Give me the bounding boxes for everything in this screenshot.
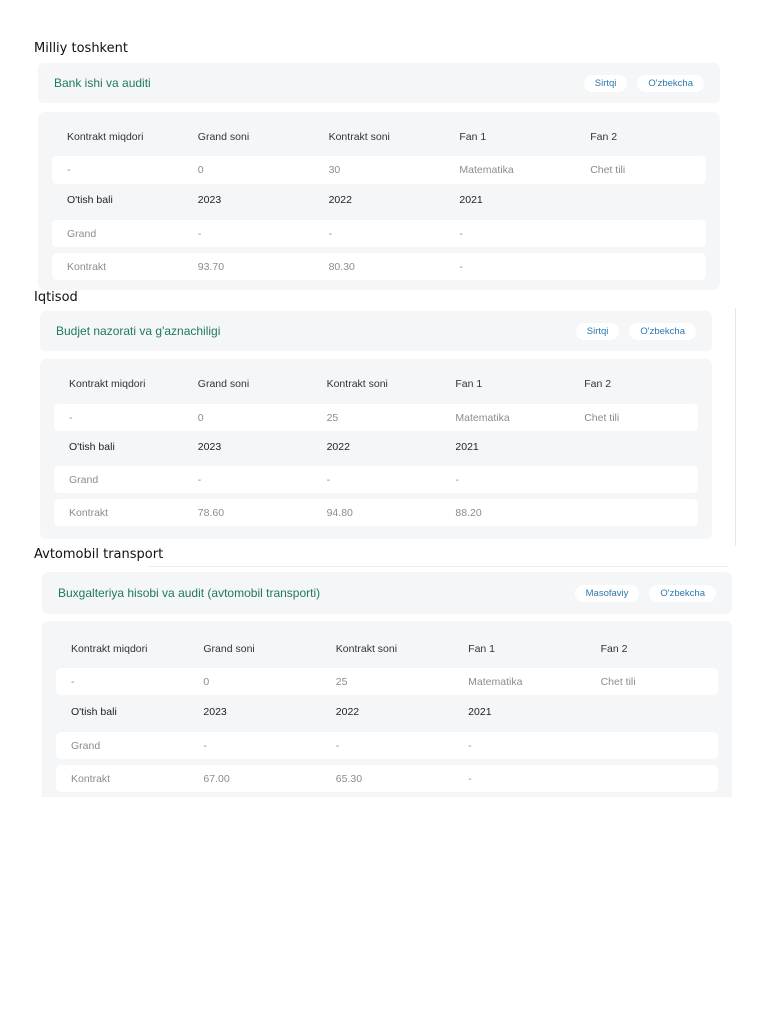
- year-2023: 2023: [203, 706, 227, 718]
- header-contract-count: Kontrakt soni: [326, 378, 388, 390]
- header-subject-2: Fan 2: [584, 378, 612, 390]
- header-grant-count: Grand soni: [197, 131, 250, 143]
- contract-score-row: [52, 253, 706, 280]
- admission-table: [38, 112, 720, 290]
- grant-label: Grand: [69, 473, 99, 486]
- header-grant-count: Grand soni: [203, 643, 255, 655]
- value-contract-count: 25: [335, 675, 348, 688]
- study-form-tag: Masofaviy: [575, 585, 640, 602]
- grant-score-row: [52, 220, 706, 247]
- contract-score-2023: 67.00: [203, 772, 230, 785]
- table-values-row: [54, 404, 698, 431]
- passing-score-label: O'tish bali: [67, 194, 113, 206]
- value-subject-1: Matematika: [455, 411, 510, 424]
- grant-score-2023: -: [197, 227, 202, 240]
- language-tag: O'zbekcha: [649, 585, 716, 602]
- year-2021: 2021: [459, 194, 483, 206]
- divider-line: [735, 308, 736, 546]
- contract-score-2022: 94.80: [326, 506, 353, 519]
- grant-score-2021: -: [468, 739, 472, 752]
- table-header-row: [54, 373, 698, 395]
- passing-score-label: O'tish bali: [71, 706, 117, 718]
- program-title[interactable]: Budjet nazorati va g'aznachiligi: [56, 324, 221, 338]
- header-subject-1: Fan 1: [459, 131, 487, 143]
- header-subject-1: Fan 1: [468, 643, 496, 655]
- grant-score-2021: -: [455, 473, 459, 486]
- grant-score-2023: -: [203, 739, 207, 752]
- grant-label: Grand: [67, 227, 97, 240]
- passing-score-header-row: [56, 700, 718, 724]
- header-subject-1: Fan 1: [455, 378, 483, 390]
- value-contract-amount: -: [71, 675, 75, 688]
- contract-score-2022: 80.30: [328, 260, 355, 273]
- header-contract-count: Kontrakt soni: [328, 131, 390, 143]
- study-form-tag: Sirtqi: [576, 323, 620, 340]
- contract-score-2021: -: [468, 772, 472, 785]
- header-contract-amount: Kontrakt miqdori: [67, 131, 144, 143]
- program-title[interactable]: Buxgalteriya hisobi va audit (avtomobil transporti): [58, 586, 321, 600]
- contract-label: Kontrakt: [67, 260, 107, 273]
- grant-score-2022: -: [326, 473, 331, 486]
- grant-score-2022: -: [335, 739, 340, 752]
- table-header-row: [52, 126, 706, 148]
- contract-label: Kontrakt: [69, 506, 109, 519]
- grant-score-row: [56, 732, 718, 759]
- program-tags: [575, 585, 716, 602]
- value-subject-2: Chet tili: [600, 675, 636, 688]
- contract-label: Kontrakt: [71, 772, 111, 785]
- program-title-bar[interactable]: [40, 311, 712, 351]
- passing-score-label: O'tish bali: [69, 441, 115, 453]
- year-2022: 2022: [335, 706, 360, 718]
- value-contract-count: 25: [326, 411, 339, 424]
- year-2021: 2021: [468, 706, 492, 718]
- header-subject-2: Fan 2: [590, 131, 618, 143]
- program-tags: [584, 75, 704, 92]
- table-values-row: [52, 156, 706, 184]
- header-contract-amount: Kontrakt miqdori: [69, 378, 146, 390]
- passing-score-header-row: [52, 188, 706, 212]
- grant-score-2023: -: [197, 473, 202, 486]
- study-form-tag: Sirtqi: [584, 75, 628, 92]
- contract-score-2022: 65.30: [335, 772, 363, 785]
- contract-score-row: [56, 765, 718, 792]
- contract-score-2021: -: [459, 260, 463, 273]
- table-header-row: [56, 638, 718, 660]
- header-subject-2: Fan 2: [600, 643, 628, 655]
- contract-score-row: [54, 499, 698, 526]
- header-contract-amount: Kontrakt miqdori: [71, 643, 148, 655]
- section-label-milliy-toshkent: Milliy toshkent: [34, 41, 128, 56]
- grant-score-row: [54, 466, 698, 493]
- value-subject-1: Matematika: [459, 164, 514, 176]
- value-subject-2: Chet tili: [590, 164, 626, 176]
- value-subject-1: Matematika: [468, 675, 523, 688]
- value-contract-count: 30: [328, 164, 341, 176]
- contract-score-2023: 93.70: [197, 260, 225, 273]
- year-2022: 2022: [328, 194, 352, 206]
- value-contract-amount: -: [69, 411, 73, 424]
- program-title[interactable]: Bank ishi va auditi: [54, 76, 151, 90]
- section-label-iqtisod: Iqtisod: [34, 290, 78, 305]
- value-grant-count: 0: [197, 411, 204, 424]
- value-contract-amount: -: [67, 164, 71, 176]
- value-grant-count: 0: [203, 675, 210, 688]
- program-title-bar[interactable]: [42, 572, 732, 614]
- year-2021: 2021: [455, 441, 479, 453]
- header-contract-count: Kontrakt soni: [335, 643, 398, 655]
- value-grant-count: 0: [197, 164, 204, 176]
- admission-table: [40, 359, 712, 539]
- contract-score-2021: 88.20: [455, 506, 482, 519]
- contract-score-2023: 78.60: [197, 506, 225, 519]
- grant-score-2021: -: [459, 227, 463, 240]
- table-values-row: [56, 668, 718, 695]
- section-label-avtomobil-transport: Avtomobil transport: [34, 547, 164, 562]
- grant-score-2022: -: [328, 227, 333, 240]
- year-2023: 2023: [197, 441, 222, 453]
- program-tags: [576, 323, 696, 340]
- passing-score-header-row: [54, 435, 698, 459]
- language-tag: O'zbekcha: [637, 75, 704, 92]
- year-2023: 2023: [197, 194, 222, 206]
- year-2022: 2022: [326, 441, 350, 453]
- language-tag: O'zbekcha: [629, 323, 696, 340]
- divider-line: [148, 566, 728, 567]
- program-title-bar[interactable]: [38, 63, 720, 103]
- grant-label: Grand: [71, 739, 101, 752]
- value-subject-2: Chet tili: [584, 411, 620, 424]
- admission-table: [42, 621, 732, 797]
- header-grant-count: Grand soni: [197, 378, 250, 390]
